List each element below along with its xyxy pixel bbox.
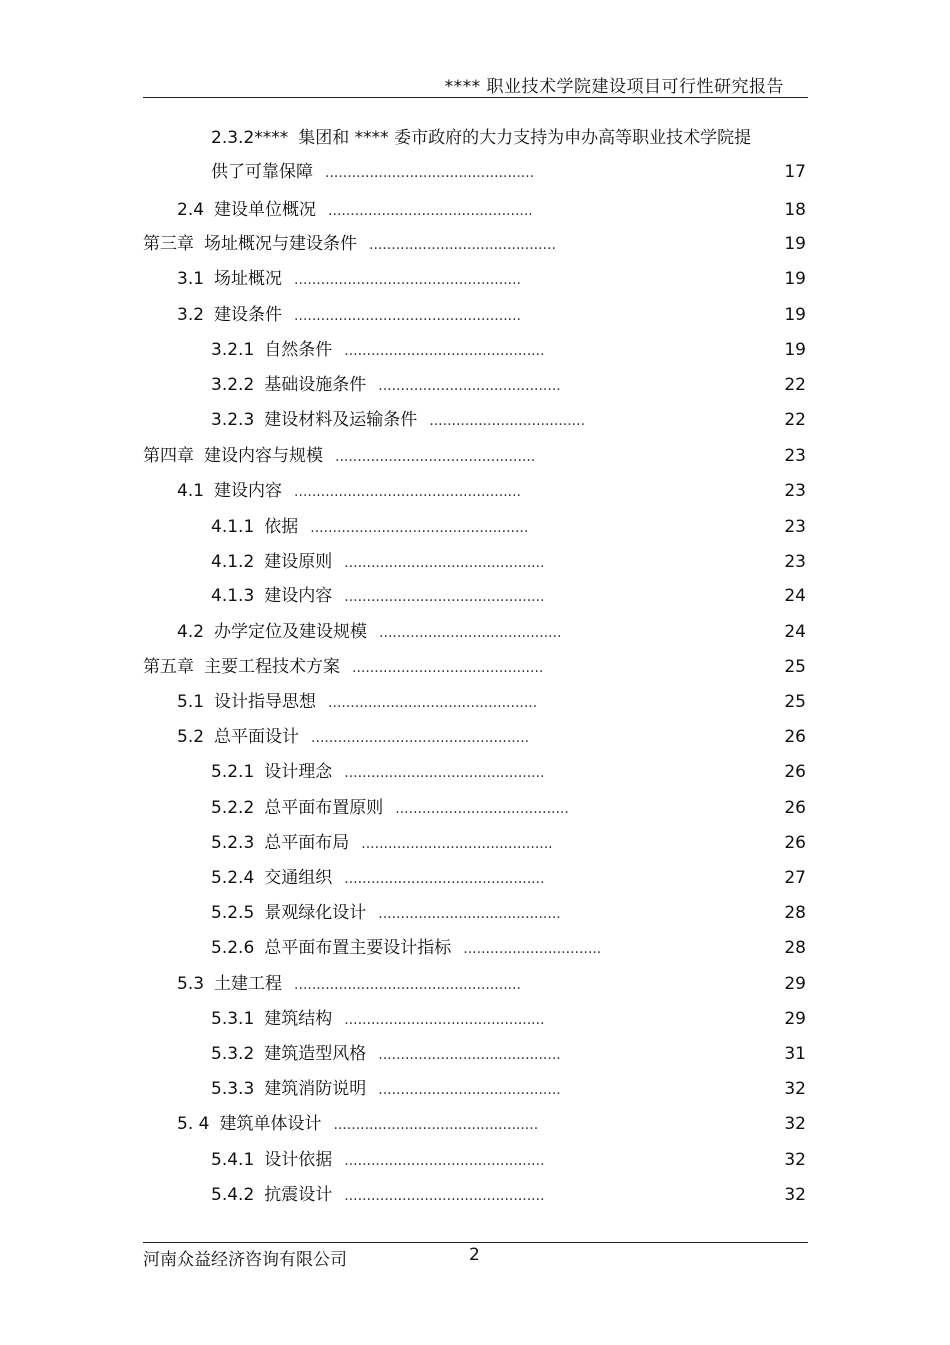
toc-entry-number: 5.2.5 xyxy=(211,903,255,923)
toc-entry[interactable] xyxy=(211,550,545,574)
running-header: **** 职业技术学院建设项目可行性研究报告 xyxy=(444,77,784,97)
toc-entry-number: 5.4.1 xyxy=(211,1150,255,1170)
toc-leader-dots: ................................................... xyxy=(294,977,522,993)
toc-leader-dots: ......................................... xyxy=(378,1082,561,1098)
toc-leader-dots: ................................................... xyxy=(294,484,522,500)
toc-entry[interactable] xyxy=(177,198,533,222)
toc-entry-title: 建设内容 xyxy=(264,586,333,606)
toc-entry-title: 设计依据 xyxy=(264,1150,333,1170)
toc-page-number: 23 xyxy=(784,481,806,501)
toc-entry-title: 总平面布局 xyxy=(264,833,350,853)
toc-leader-dots: ......................................... xyxy=(378,1047,561,1063)
toc-entry-number: 4.1 xyxy=(177,481,205,501)
toc-page-number: 19 xyxy=(784,340,806,360)
toc-entry-title: 抗震设计 xyxy=(264,1185,333,1205)
toc-entry[interactable] xyxy=(177,303,521,327)
toc-leader-dots: ................................................. xyxy=(310,520,529,536)
toc-page-number: 19 xyxy=(784,269,806,289)
toc-entry-number: 5. 4 xyxy=(177,1114,210,1134)
toc-leader-dots: ................................................. xyxy=(311,730,530,746)
toc-entry-title: 场址概况与建设条件 xyxy=(204,234,357,254)
toc-leader-dots: ......................................... xyxy=(379,625,562,641)
toc-leader-dots: ............................... xyxy=(463,941,602,957)
toc-entry[interactable] xyxy=(211,515,528,539)
toc-entry[interactable] xyxy=(177,972,521,996)
toc-entry-title: 办学定位及建设规模 xyxy=(214,622,368,642)
toc-entry-title: 自然条件 xyxy=(264,340,333,360)
toc-entry-title: 建设条件 xyxy=(214,305,283,325)
toc-leader-dots: ............................................. xyxy=(344,871,545,887)
toc-entry[interactable] xyxy=(211,760,545,784)
toc-leader-dots: ............................................. xyxy=(344,555,545,571)
toc-entry-number: 2.4 xyxy=(177,200,205,220)
toc-entry[interactable] xyxy=(177,620,562,644)
toc-page-number: 23 xyxy=(784,446,806,466)
toc-entry-number: 4.2 xyxy=(177,622,205,642)
toc-leader-dots: ................................................... xyxy=(294,272,522,288)
toc-entry-title: 主要工程技术方案 xyxy=(204,657,340,677)
toc-page-number: 27 xyxy=(784,868,806,888)
toc-page-number: 18 xyxy=(784,200,806,220)
toc-entry[interactable] xyxy=(143,444,535,468)
toc-leader-dots: ............................................. xyxy=(344,1153,545,1169)
toc-page-number: 29 xyxy=(784,974,806,994)
toc-entry[interactable] xyxy=(143,232,556,256)
toc-leader-dots: ....................................... xyxy=(395,801,569,817)
toc-leader-dots: ................................................... xyxy=(294,308,522,324)
toc-page-number: 24 xyxy=(784,586,806,606)
toc-entry[interactable] xyxy=(211,1183,545,1207)
toc-entry-title: 建设材料及运输条件 xyxy=(264,410,418,430)
toc-entry-title: 景观绿化设计 xyxy=(264,903,367,923)
toc-entry[interactable] xyxy=(143,655,543,679)
toc-leader-dots: ............................................. xyxy=(344,765,545,781)
toc-page-number: 32 xyxy=(784,1150,806,1170)
toc-entry-number: 5.2.2 xyxy=(211,798,255,818)
toc-page-number: 26 xyxy=(784,727,806,747)
toc-entry-title: 集团和 **** 委市政府的大力支持为申办高等职业技术学院提 xyxy=(298,128,752,148)
toc-entry[interactable] xyxy=(211,126,751,150)
toc-entry-title: 基础设施条件 xyxy=(264,375,367,395)
toc-entry-title: 土建工程 xyxy=(214,974,283,994)
footer-rule xyxy=(143,1242,808,1243)
toc-entry-title: 建设单位概况 xyxy=(214,200,317,220)
toc-entry-number: 5.3.3 xyxy=(211,1079,255,1099)
toc-entry-title: 建设原则 xyxy=(264,552,333,572)
toc-entry-title: 场址概况 xyxy=(214,269,283,289)
toc-leader-dots: ......................................... xyxy=(378,378,561,394)
footer-page-number: 2 xyxy=(469,1245,480,1265)
toc-leader-dots: ............................................. xyxy=(344,589,545,605)
toc-entry[interactable] xyxy=(211,1007,545,1031)
toc-entry[interactable] xyxy=(211,1077,561,1101)
toc-entry[interactable] xyxy=(211,373,561,397)
toc-entry-title: 总平面设计 xyxy=(214,727,300,747)
toc-entry-title: 总平面布置主要设计指标 xyxy=(264,938,452,958)
toc-entry-number: 第五章 xyxy=(143,657,194,677)
toc-entry-number: 4.1.3 xyxy=(211,586,255,606)
toc-page-number: 26 xyxy=(784,798,806,818)
toc-entry-title: 设计指导思想 xyxy=(214,692,317,712)
toc-entry-title: 依据 xyxy=(264,517,299,537)
toc-entry[interactable] xyxy=(211,866,545,890)
toc-entry-number: 第三章 xyxy=(143,234,194,254)
toc-entry-title: 建筑结构 xyxy=(264,1009,333,1029)
toc-page-number: 28 xyxy=(784,938,806,958)
toc-page-number: 19 xyxy=(784,305,806,325)
toc-entry-number: 2.3.2**** xyxy=(211,128,289,148)
toc-entry[interactable] xyxy=(211,160,534,184)
toc-entry-title: 建筑消防说明 xyxy=(264,1079,367,1099)
toc-page-number: 29 xyxy=(784,1009,806,1029)
toc-entry-number: 5.4.2 xyxy=(211,1185,255,1205)
toc-entry-title: 总平面布置原则 xyxy=(264,798,384,818)
toc-entry-number: 4.1.2 xyxy=(211,552,255,572)
toc-entry-title: 建筑造型风格 xyxy=(264,1044,367,1064)
toc-page-number: 25 xyxy=(784,692,806,712)
toc-page-number: 19 xyxy=(784,234,806,254)
toc-entry-title: 建设内容 xyxy=(214,481,283,501)
toc-leader-dots: ............................................. xyxy=(344,343,545,359)
toc-leader-dots: .............................................. xyxy=(333,1117,539,1133)
toc-entry-number: 3.2.3 xyxy=(211,410,255,430)
toc-entry-number: 3.2.2 xyxy=(211,375,255,395)
toc-entry-number: 5.1 xyxy=(177,692,205,712)
toc-page-number: 26 xyxy=(784,833,806,853)
toc-page-number: 32 xyxy=(784,1185,806,1205)
toc-leader-dots: ............................................... xyxy=(325,165,535,181)
toc-page-number: 32 xyxy=(784,1079,806,1099)
toc-leader-dots: .............................................. xyxy=(328,203,533,219)
toc-entry[interactable] xyxy=(211,338,545,362)
toc-entry[interactable] xyxy=(177,479,521,503)
toc-entry-title: 供了可靠保障 xyxy=(211,162,313,182)
toc-page-number: 25 xyxy=(784,657,806,677)
toc-entry-number: 3.2 xyxy=(177,305,205,325)
toc-entry-number: 3.1 xyxy=(177,269,205,289)
toc-entry-number: 4.1.1 xyxy=(211,517,255,537)
toc-entry[interactable] xyxy=(211,831,553,855)
footer-company: 河南众益经济咨询有限公司 xyxy=(143,1250,347,1270)
toc-entry[interactable] xyxy=(211,1042,561,1066)
toc-entry-number: 5.2.4 xyxy=(211,868,255,888)
toc-entry-number: 5.2.1 xyxy=(211,762,255,782)
toc-entry-title: 设计理念 xyxy=(264,762,333,782)
toc-page-number: 22 xyxy=(784,375,806,395)
toc-leader-dots: ............................................. xyxy=(344,1012,545,1028)
toc-leader-dots: ................................... xyxy=(429,413,586,429)
toc-leader-dots: ............................................. xyxy=(335,449,536,465)
toc-entry[interactable] xyxy=(211,796,569,820)
toc-leader-dots: ......................................... xyxy=(378,906,561,922)
toc-page-number: 31 xyxy=(784,1044,806,1064)
toc-entry-number: 第四章 xyxy=(143,446,194,466)
toc-entry-number: 5.2 xyxy=(177,727,205,747)
toc-entry[interactable] xyxy=(177,267,521,291)
toc-page-number: 24 xyxy=(784,622,806,642)
toc-page-number: 17 xyxy=(784,162,806,182)
toc-entry[interactable] xyxy=(177,725,529,749)
toc-leader-dots: ............................................. xyxy=(344,1188,545,1204)
toc-entry[interactable] xyxy=(211,408,585,432)
toc-entry-number: 5.2.6 xyxy=(211,938,255,958)
toc-entry[interactable] xyxy=(177,690,537,714)
toc-page-number: 28 xyxy=(784,903,806,923)
toc-entry-number: 5.3.1 xyxy=(211,1009,255,1029)
toc-page-number: 26 xyxy=(784,762,806,782)
toc-leader-dots: ........................................... xyxy=(352,660,544,676)
toc-entry-title: 交通组织 xyxy=(264,868,333,888)
toc-entry-title: 建设内容与规模 xyxy=(204,446,323,466)
toc-leader-dots: ........................................... xyxy=(361,836,553,852)
toc-page-number: 23 xyxy=(784,552,806,572)
toc-entry-number: 3.2.1 xyxy=(211,340,255,360)
toc-entry-title: 建筑单体设计 xyxy=(219,1114,322,1134)
toc-entry-number: 5.2.3 xyxy=(211,833,255,853)
toc-entry[interactable] xyxy=(211,584,545,608)
toc-entry[interactable] xyxy=(211,1148,545,1172)
toc-page-number: 23 xyxy=(784,517,806,537)
toc-leader-dots: ............................................... xyxy=(328,695,538,711)
toc-leader-dots: .......................................... xyxy=(369,237,556,253)
toc-entry-number: 5.3 xyxy=(177,974,205,994)
toc-entry[interactable] xyxy=(211,901,561,925)
toc-entry[interactable] xyxy=(211,936,601,960)
toc-entry-number: 5.3.2 xyxy=(211,1044,255,1064)
toc-page-number: 22 xyxy=(784,410,806,430)
toc-page-number: 32 xyxy=(784,1114,806,1134)
toc-entry[interactable] xyxy=(177,1112,538,1136)
